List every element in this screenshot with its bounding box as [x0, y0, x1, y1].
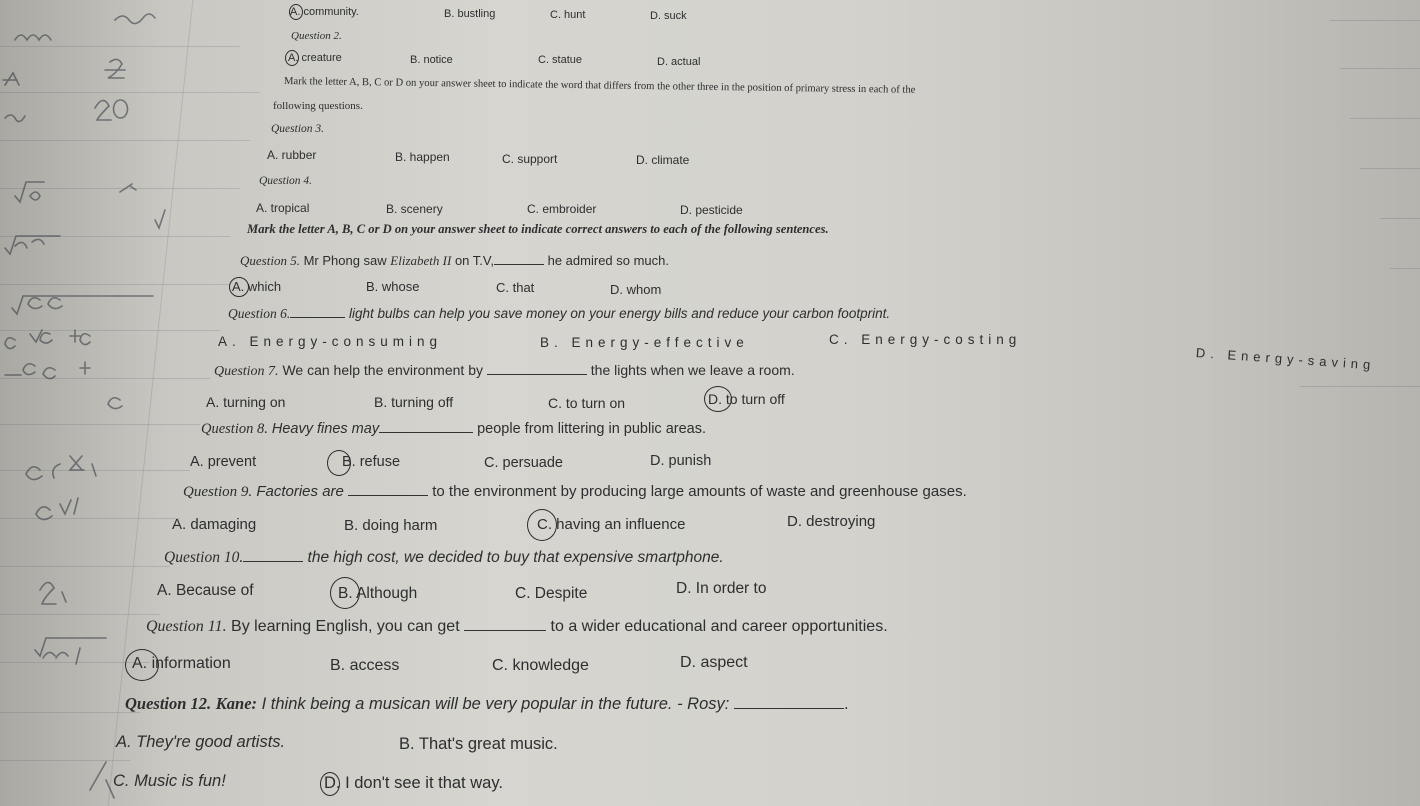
- question-7-text-post: the lights when we leave a room.: [590, 362, 795, 378]
- q5-option-b: B. whose: [366, 279, 420, 294]
- question-5-title: Elizabeth II: [390, 253, 452, 268]
- q3-option-a: A. rubber: [267, 148, 317, 162]
- q9-option-d: D. destroying: [787, 513, 876, 530]
- question-8: [201, 421, 706, 438]
- q9-option-a: A. damaging: [172, 516, 257, 533]
- question-9: [183, 483, 967, 501]
- q12-option-c: C. Music is fun!: [113, 772, 226, 790]
- q8-option-c: C. persuade: [484, 455, 563, 471]
- q2-option-c: C. statue: [538, 54, 583, 66]
- q7-option-b: B. turning off: [374, 394, 454, 410]
- q11-option-a: A. information: [132, 655, 231, 672]
- question-7-label: Question 7.: [214, 364, 279, 379]
- question-10: [164, 549, 724, 567]
- q5-option-c: C. that: [496, 280, 535, 295]
- question-5-text-pre: Mr Phong saw: [303, 253, 387, 268]
- answer-blank: [464, 630, 546, 631]
- q4-option-b: B. scenery: [386, 202, 443, 216]
- question-8-label: Question 8.: [201, 421, 268, 437]
- q1-option-a: A. community.: [290, 6, 359, 18]
- handwritten-margin-notes: [0, 0, 200, 806]
- answer-circle: [704, 386, 732, 412]
- q6-option-c: C. Energy-costing: [829, 332, 1022, 347]
- q11-option-d: D. aspect: [680, 654, 748, 671]
- answer-blank: [379, 432, 473, 433]
- q7-option-d: D. to turn off: [708, 391, 785, 407]
- question-6-text: light bulbs can help you save money on your energy bills and reduce your carbon footprint.: [349, 306, 891, 321]
- q10-option-a: A. Because of: [157, 582, 254, 599]
- answer-blank: [243, 561, 303, 562]
- q7-option-a: A. turning on: [206, 394, 286, 410]
- q7-option-c: C. to turn on: [548, 395, 626, 411]
- answer-blank: [494, 264, 544, 265]
- question-11: [146, 618, 888, 636]
- question-10-label: Question 10.: [164, 549, 244, 566]
- q10-option-c: C. Despite: [515, 585, 588, 602]
- question-9-text-pre: Factories are: [256, 483, 344, 500]
- answer-circle: [320, 772, 340, 796]
- question-9-label: Question 9.: [183, 484, 253, 500]
- answer-circle: [285, 50, 299, 66]
- question-8-text-pre: Heavy fines may: [271, 421, 380, 437]
- q12-option-a: A. They're good artists.: [116, 733, 286, 751]
- question-9-text-post: to the environment by producing large amounts of waste and greenhouse gases.: [432, 483, 967, 500]
- q4-option-d: D. pesticide: [680, 203, 743, 217]
- question-7-text-pre: We can help the environment by: [282, 362, 483, 378]
- answer-blank: [348, 495, 428, 496]
- instruction-answers: Mark the letter A, B, C or D on your answer sheet to indicate correct answers to each of the following sentences.: [247, 222, 829, 236]
- question-5-text-mid: on T.V,: [454, 253, 494, 268]
- question-5: [240, 253, 669, 269]
- q10-option-d: D. In order to: [676, 580, 767, 597]
- q6-option-b: B. Energy-effective: [540, 335, 749, 350]
- q1-option-c: C. hunt: [550, 9, 586, 21]
- instruction-stress: Mark the letter A, B, C or D on your answer sheet to indicate the word that differs from the other three in the position of primary stress in each of the: [283, 76, 916, 96]
- q6-option-d: D. Energy-saving: [1195, 345, 1376, 373]
- q3-option-b: B. happen: [395, 150, 450, 164]
- q4-option-a: A. tropical: [256, 201, 310, 215]
- q10-option-b: B. Although: [338, 585, 418, 602]
- q2-option-b: B. notice: [410, 54, 453, 66]
- question-11-label: Question 11.: [146, 618, 227, 635]
- question-12-label: Question 12.: [125, 694, 212, 713]
- instruction-stress-cont: following questions.: [273, 100, 363, 112]
- q8-option-d: D. punish: [650, 453, 712, 469]
- question-10-text: the high cost, we decided to buy that expensive smartphone.: [307, 549, 724, 566]
- question-12-text-pre: I think being a musican will be very popular in the future. - Rosy:: [261, 695, 730, 713]
- q9-option-b: B. doing harm: [344, 517, 438, 534]
- answer-circle: [330, 577, 360, 609]
- q5-option-a: A. which: [232, 279, 282, 294]
- q8-option-a: A. prevent: [190, 454, 257, 470]
- question-6: [228, 306, 890, 322]
- question-12-text-post: .: [843, 695, 849, 713]
- question-6-label: Question 6.: [228, 306, 291, 321]
- answer-blank: [734, 708, 844, 709]
- q1-option-d: D. suck: [650, 10, 687, 22]
- q11-option-c: C. knowledge: [492, 657, 589, 674]
- q2-option-d: D. actual: [657, 56, 701, 68]
- answer-circle: [327, 450, 351, 476]
- q12-option-b: B. That's great music.: [399, 735, 558, 753]
- question-12: [125, 694, 849, 714]
- question-11-text-pre: By learning English, you can get: [231, 618, 460, 635]
- answer-blank: [487, 374, 587, 375]
- question-7: [214, 362, 795, 380]
- question-5-label: Question 5.: [240, 253, 300, 268]
- q2-option-a: A. creature: [288, 52, 342, 64]
- q3-option-c: C. support: [502, 152, 558, 166]
- q1-option-b: B. bustling: [444, 8, 496, 20]
- q6-option-a: A. Energy-consuming: [218, 334, 443, 349]
- q11-option-b: B. access: [330, 657, 400, 674]
- question-8-text-post: people from littering in public areas.: [477, 421, 707, 437]
- q12-option-d: D. I don't see it that way.: [324, 774, 503, 792]
- question-3-heading: Question 3.: [271, 123, 325, 135]
- answer-circle: [527, 509, 557, 541]
- answer-circle: [229, 277, 249, 297]
- q3-option-d: D. climate: [636, 153, 690, 167]
- question-5-text-post: he admired so much.: [547, 253, 670, 268]
- q8-option-b: B. refuse: [342, 454, 401, 470]
- question-12-speaker: Kane:: [215, 694, 258, 713]
- answer-blank: [290, 317, 345, 318]
- answer-circle: [125, 649, 159, 681]
- q5-option-d: D. whom: [610, 282, 662, 297]
- q4-option-c: C. embroider: [527, 202, 597, 216]
- question-11-text-post: to a wider educational and career opportunities.: [550, 618, 888, 635]
- question-4-heading: Question 4.: [259, 175, 313, 187]
- q9-option-c: C. having an influence: [537, 516, 686, 533]
- answer-circle: [289, 4, 303, 20]
- question-2-heading: Question 2.: [291, 30, 342, 42]
